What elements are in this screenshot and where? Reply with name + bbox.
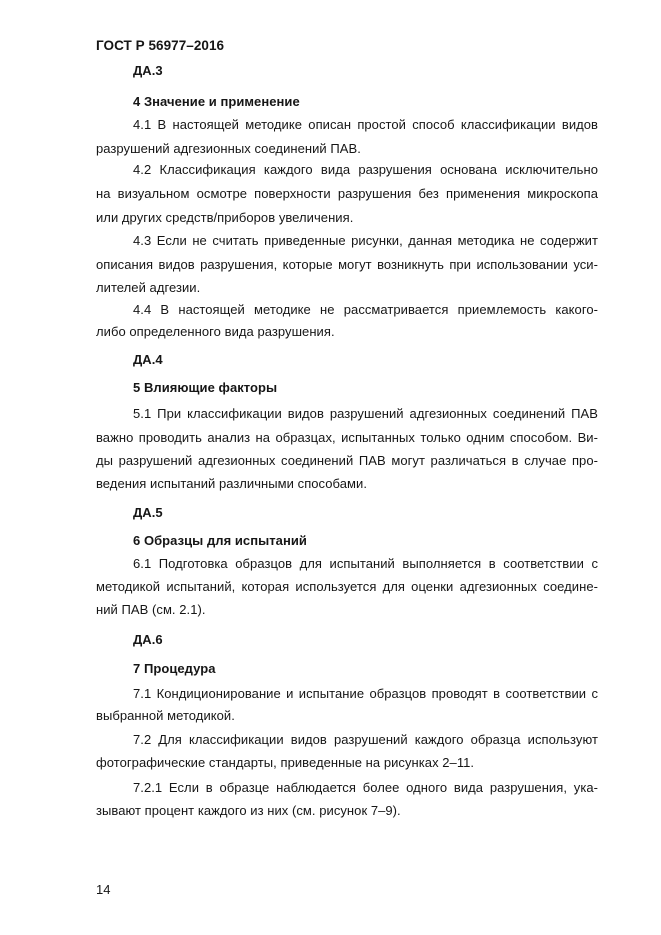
- paragraph-line: 4.3 Если не считать приведенные рисунки, данная методика не содержит: [133, 233, 598, 248]
- paragraph-line: 4.2 Классификация каждого вида разрушения основана исключительно: [133, 162, 598, 177]
- paragraph-line: 5.1 При классификации видов разрушений адгезионных соединений ПАВ: [133, 406, 598, 421]
- section-label: ДА.4: [133, 352, 163, 367]
- paragraph-line: 4.1 В настоящей методике описан простой способ классификации видов: [133, 117, 598, 132]
- paragraph-line: лителей адгезии.: [96, 280, 201, 295]
- section-title: 7 Процедура: [133, 661, 216, 676]
- section-title: 6 Образцы для испытаний: [133, 533, 307, 548]
- paragraph-line: описания видов разрушения, которые могут возникнуть при использовании уси-: [96, 257, 598, 272]
- section-title: 5 Влияющие факторы: [133, 380, 278, 395]
- paragraph-line: зывают процент каждого из них (см. рисунок 7–9).: [96, 803, 401, 818]
- paragraph-line: на визуальном осмотре поверхности разрушения без применения микроскопа: [96, 186, 598, 201]
- paragraph-line: ды разрушений адгезионных соединений ПАВ могут различаться в случае про-: [96, 453, 598, 468]
- page-number: 14: [96, 882, 111, 897]
- paragraph-line: 4.4 В настоящей методике не рассматривается приемлемость какого-: [133, 302, 598, 317]
- paragraph-line: ведения испытаний различными способами.: [96, 476, 367, 491]
- paragraph-line: ний ПАВ (см. 2.1).: [96, 602, 206, 617]
- section-label: ДА.6: [133, 632, 163, 647]
- paragraph-line: 7.1 Кондиционирование и испытание образцов проводят в соответствии с: [133, 686, 598, 701]
- paragraph-line: фотографические стандарты, приведенные на рисунках 2–11.: [96, 755, 475, 770]
- paragraph-line: или других средств/приборов увеличения.: [96, 210, 354, 225]
- paragraph-line: важно проводить анализ на образцах, испытанных только одним способом. Ви-: [96, 430, 598, 445]
- paragraph-line: либо определенного вида разрушения.: [96, 324, 335, 339]
- paragraph-line: 7.2.1 Если в образце наблюдается более одного вида разрушения, ука-: [133, 780, 598, 795]
- paragraph-line: методикой испытаний, которая используется для оценки адгезионных соедине-: [96, 579, 598, 594]
- paragraph-line: разрушений адгезионных соединений ПАВ.: [96, 141, 361, 156]
- paragraph-line: 7.2 Для классификации видов разрушений каждого образца используют: [133, 732, 598, 747]
- paragraph-line: 6.1 Подготовка образцов для испытаний выполняется в соответствии с: [133, 556, 598, 571]
- section-title: 4 Значение и применение: [133, 94, 300, 109]
- section-label: ДА.5: [133, 505, 163, 520]
- document-code: ГОСТ Р 56977–2016: [96, 38, 225, 53]
- section-label: ДА.3: [133, 63, 163, 78]
- paragraph-line: выбранной методикой.: [96, 708, 235, 723]
